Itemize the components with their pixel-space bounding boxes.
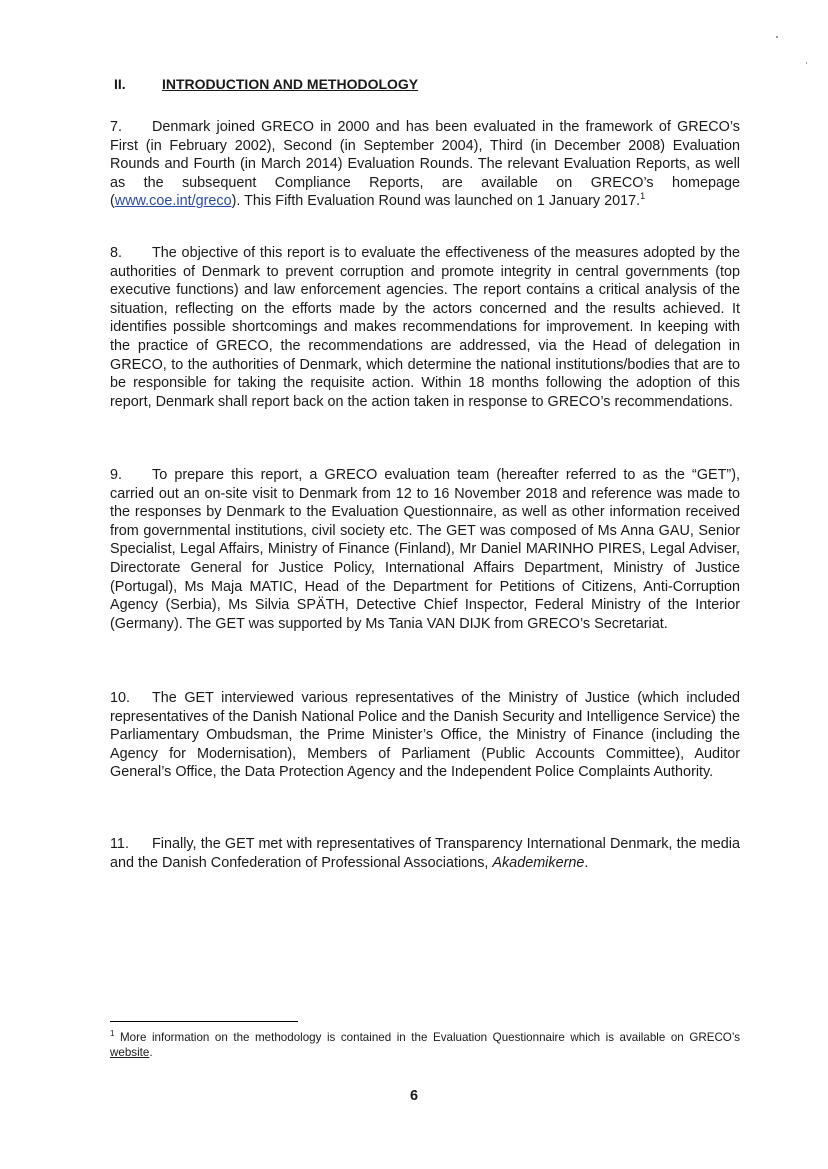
- paragraph-text: Denmark joined GRECO in 2000 and has been evaluated in the framework of GRECO’s First (in February 2002), Second (in September 2004), Third (in December 2008) Evaluation Rounds and Fourth (in March 2014) Evaluation Rounds. The relevant Evaluation Reports, as well as the subsequent Compliance Reports, are available on GRECO’s homepage (: [110, 119, 740, 210]
- footnote-separator: [110, 1021, 298, 1022]
- footnote-marker[interactable]: 1: [640, 191, 646, 202]
- scan-speck: [806, 62, 807, 64]
- paragraph-number: 7.: [110, 119, 123, 135]
- paragraph-text: ). This Fifth Evaluation Round was launched on 1 January 2017.: [231, 193, 641, 210]
- greco-homepage-link[interactable]: www.coe.int/greco: [114, 193, 232, 210]
- scan-speck: [776, 36, 778, 38]
- section-title: INTRODUCTION AND METHODOLOGY: [162, 76, 419, 92]
- paragraph-text: To prepare this report, a GRECO evaluation team (hereafter referred to as the “GET”), carried out an on-site visit to Denmark from 12 to 16 November 2018 and reference was made to the responses by Denmark to the Evaluation Questionnaire, as well as other information received from governmental institutions, civil society etc. The GET was composed of Ms Anna GAU, Senior Specialist, Legal Affairs, Ministry of Finance (Finland), Mr Daniel MARINHO PIRES, Legal Adviser, Directorate General for Justice Policy, International Affairs Department, Ministry of Justice (Portugal), Ms Maja MATIC, Head of the Department for Petitions of Citizens, Anti-Corruption Agency (Serbia), Ms Silvia SPÄTH, Detective Chief Inspector, Federal Ministry of the Interior (Germany). The GET was supported by Ms Tania VAN DIJK from GRECO’s Secretariat.: [110, 467, 740, 632]
- page-number: 6: [409, 1088, 419, 1104]
- paragraph-number: 9.: [110, 467, 123, 483]
- footnote-text: More information on the methodology is contained in the Evaluation Questionnaire which is available on GRECO’s: [120, 1031, 740, 1044]
- paragraph-number: 8.: [110, 245, 123, 261]
- organisation-name: Akademikerne: [492, 854, 585, 871]
- paragraph-text: The objective of this report is to evaluate the effectiveness of the measures adopted by the authorities of Denmark to prevent corruption and promote integrity in central governments (top executive functions) and law enforcement agencies. The report contains a critical analysis of the situation, reflecting on the efforts made by the actors concerned and the results achieved. It identifies possible shortcomings and makes recommendations for improvement. In keeping with the practice of GRECO, the recommendations are addressed, via the Head of delegation in GRECO, to the authorities of Denmark, which determine the national institutions/bodies that are to be responsible for taking the requisite action. Within 18 months following the adoption of this report, Denmark shall report back on the action taken in response to GRECO’s recommendations.: [110, 245, 740, 410]
- paragraph-10: [110, 689, 740, 782]
- paragraph-11: [110, 835, 740, 872]
- paragraph-text: .: [584, 854, 589, 871]
- footnote: [110, 1030, 740, 1060]
- paragraph-7: [110, 118, 740, 211]
- website-link[interactable]: website: [110, 1046, 150, 1059]
- paragraph-number: 10.: [110, 690, 131, 706]
- paragraph-number: 11.: [110, 836, 129, 852]
- paragraph-text: The GET interviewed various representatives of the Ministry of Justice (which included representatives of the Danish National Police and the Danish Security and Intelligence Service) the Parliamentary Ombudsman, the Prime Minister’s Office, the Ministry of Finance (including the Agency for Modernisation), Members of Parliament (Public Accounts Committee), Auditor General’s Office, the Data Protection Agency and the Independent Police Complaints Authority.: [110, 690, 740, 781]
- paragraph-8: [110, 244, 740, 411]
- section-heading: [114, 76, 418, 92]
- footnote-end: .: [149, 1046, 153, 1059]
- paragraph-9: [110, 466, 740, 633]
- paragraph-text: Finally, the GET met with representatives of Transparency International Denmark, the media and the Danish Confederation of Professional Associations,: [110, 836, 740, 871]
- footnote-marker: 1: [110, 1029, 115, 1039]
- section-number: II.: [114, 76, 126, 92]
